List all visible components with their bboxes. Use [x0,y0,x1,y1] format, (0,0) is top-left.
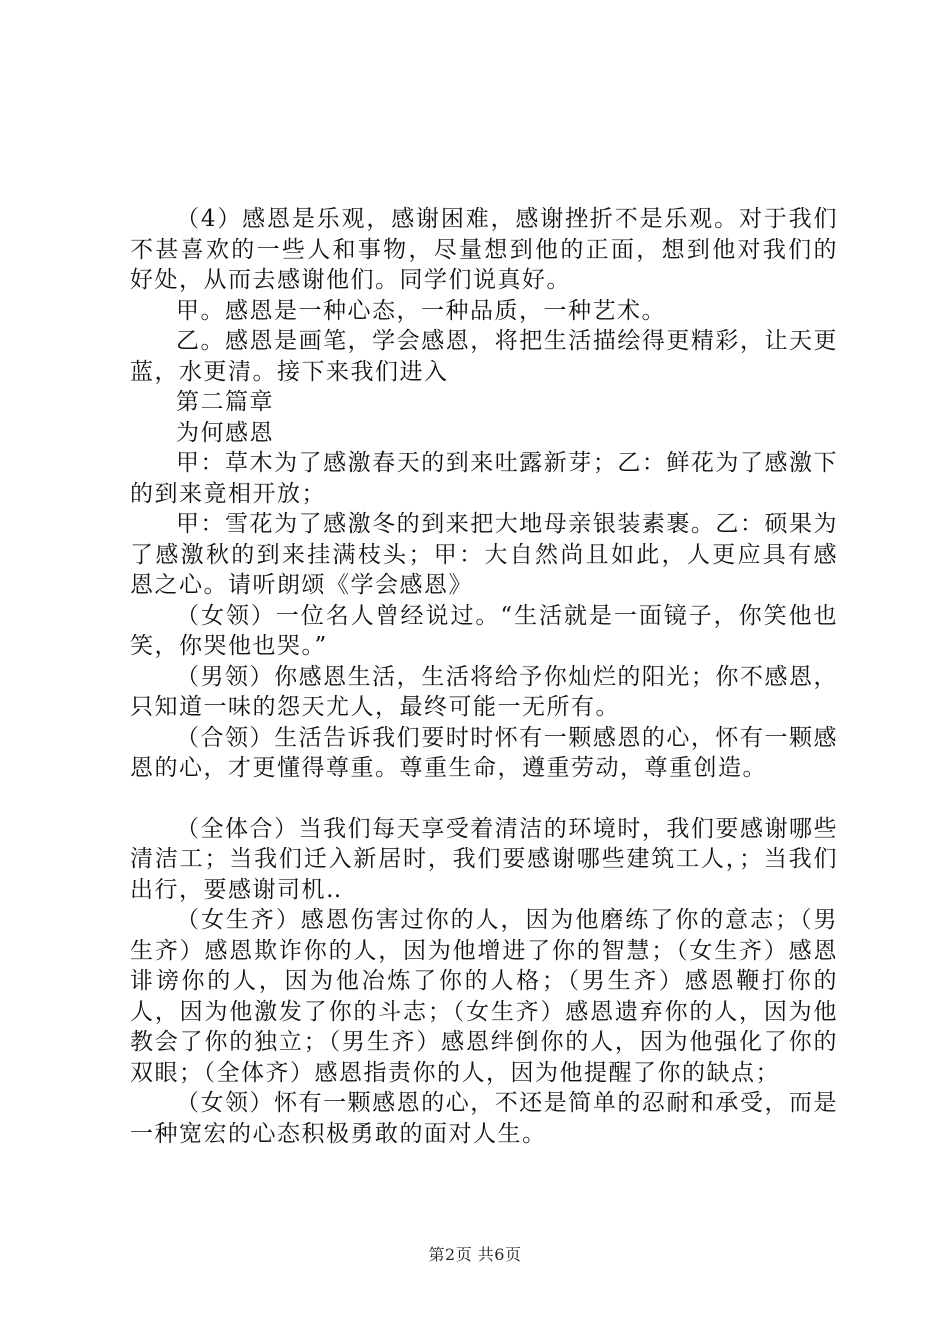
page-number-footer: 第2页 共6页 [428,1245,522,1264]
paragraph-female-lead: （女领）一位名人曾经说过。“生活就是一面镜子，你笑他也笑，你哭他也哭。” [130,602,838,659]
paragraph-alternating-chorus: （女生齐）感恩伤害过你的人，因为他磨练了你的意志；（男生齐）感恩欺诈你的人，因为他增进了你的智慧；（女生齐）感恩诽谤你的人，因为他冶炼了你的人格；（男生齐）感恩鞭打你的人，因为他激发了你的斗志；（女生齐）感恩遗弃你的人，因为他教会了你的独立；（男生齐）感恩绊倒你的人，因为他强化了你的双眼；（全体齐）感恩指责你的人，因为他提醒了你的缺点； [130,907,838,1086]
paragraph-joint-lead: （合领）生活告诉我们要时时怀有一颗感恩的心，怀有一颗感恩的心，才更懂得尊重。尊重生命，遵重劳动，尊重创造。 [130,724,838,781]
paragraph-male-lead: （男领）你感恩生活，生活将给予你灿烂的阳光；你不感恩，只知道一味的怨天尤人，最终可能一无所有。 [130,663,838,720]
document-body [130,204,838,1149]
paragraph-jia-winter: 甲：雪花为了感激冬的到来把大地母亲银装素裹。乙：硕果为了感激秋的到来挂满枝头；甲：大自然尚且如此，人更应具有感恩之心。请听朗颂《学会感恩》 [130,511,838,598]
paragraph-gratitude-optimism: （4）感恩是乐观，感谢困难，感谢挫折不是乐观。对于我们不甚喜欢的一些人和事物，尽量想到他的正面，想到他对我们的好处，从而去感谢他们。同学们说真好。 [130,206,838,293]
paragraph-female-lead-closing: （女领）怀有一颗感恩的心，不还是简单的忍耐和承受，而是一种宽宏的心态积极勇敢的面对人生。 [130,1090,838,1147]
paragraph-jia-attitude: 甲。感恩是一种心态，一种品质，一种艺术。 [176,297,666,324]
paragraph-yi-brush: 乙。感恩是画笔，学会感恩，将把生活描绘得更精彩，让天更蓝，水更清。接下来我们进入 [130,328,838,385]
section-heading: 为何感恩 [176,419,274,446]
paragraph-all-together: （全体合）当我们每天享受着清洁的环境时，我们要感谢哪些清洁工；当我们迁入新居时，我们要感谢哪些建筑工人，；当我们出行，要感谢司机‥ [130,815,838,903]
paragraph-jia-spring: 甲：草木为了感激春天的到来吐露新芽；乙：鲜花为了感激下的到来竟相开放； [130,450,838,507]
chapter-heading: 第二篇章 [176,389,274,415]
